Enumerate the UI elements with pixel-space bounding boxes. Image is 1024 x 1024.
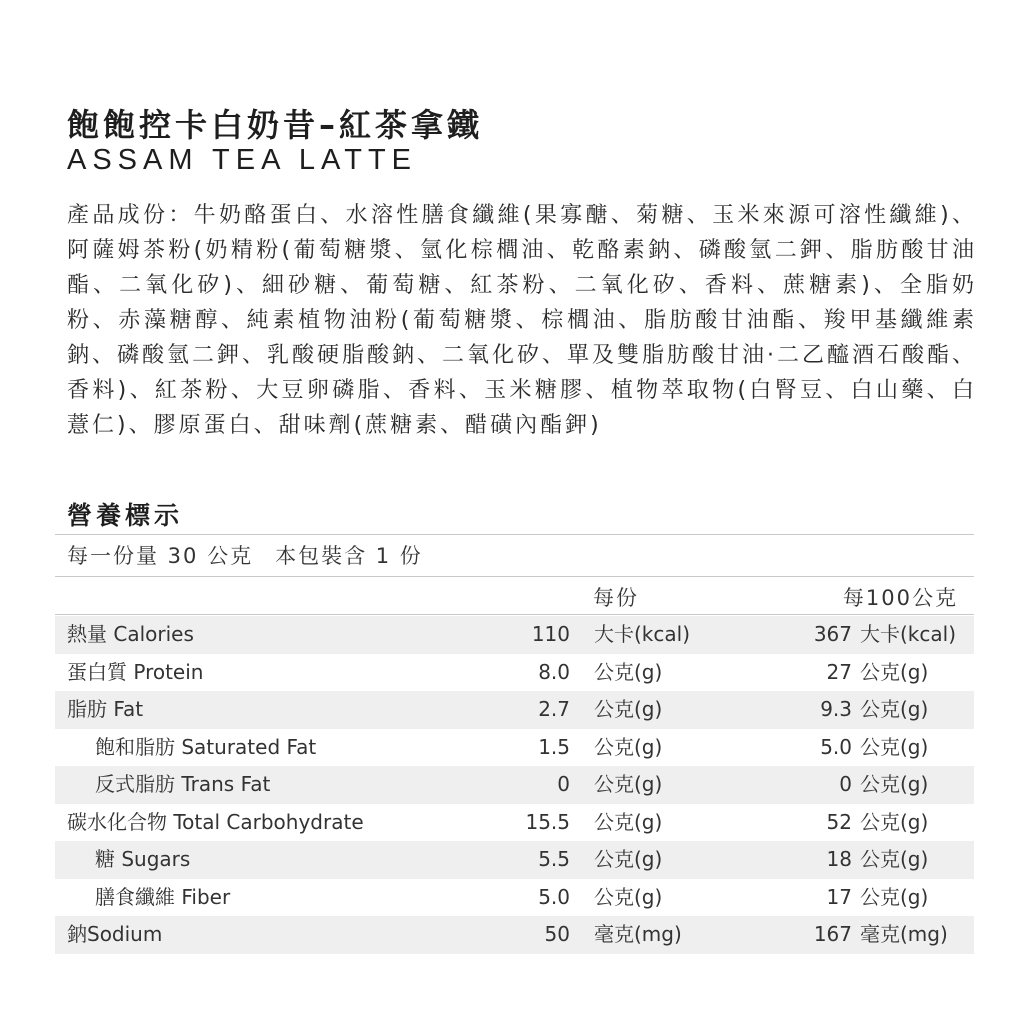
nutrient-name: 飽和脂肪 Saturated Fat bbox=[95, 734, 317, 759]
value-per-serving: 1.5 bbox=[538, 734, 570, 759]
unit-per-serving: 大卡(kcal) bbox=[594, 622, 690, 646]
nutrition-row bbox=[55, 729, 974, 767]
nutrition-table bbox=[55, 616, 974, 954]
nutrient-name: 脂肪 Fat bbox=[67, 697, 144, 721]
nutrient-name: 熱量 Calories bbox=[67, 622, 194, 646]
product-title-en: ASSAM TEA LATTE bbox=[67, 144, 418, 176]
value-per-serving: 50 bbox=[544, 922, 570, 946]
nutrition-row bbox=[55, 804, 974, 842]
unit-per-100g: 公克(g) bbox=[860, 697, 929, 721]
nutrition-row bbox=[55, 616, 974, 654]
value-per-serving: 2.7 bbox=[538, 697, 570, 721]
unit-per-serving: 公克(g) bbox=[594, 697, 663, 721]
value-per-100g: 0 bbox=[839, 772, 852, 796]
value-per-100g: 167 bbox=[813, 922, 852, 946]
header-per-serving: 每份 bbox=[593, 586, 639, 610]
value-per-serving: 110 bbox=[531, 622, 570, 646]
unit-per-serving: 公克(g) bbox=[594, 659, 663, 684]
nutrient-name: 蛋白質 Protein bbox=[67, 659, 204, 684]
nutrient-name: 鈉Sodium bbox=[67, 922, 163, 946]
unit-per-100g: 公克(g) bbox=[860, 734, 929, 759]
unit-per-100g: 公克(g) bbox=[860, 772, 929, 796]
divider-header bbox=[55, 614, 974, 615]
header-per-100g: 每100公克 bbox=[842, 586, 958, 610]
value-per-serving: 5.0 bbox=[538, 884, 570, 909]
unit-per-100g: 公克(g) bbox=[860, 847, 929, 871]
nutrition-row bbox=[55, 654, 974, 692]
unit-per-serving: 公克(g) bbox=[594, 734, 663, 759]
nutrient-name: 糖 Sugars bbox=[95, 847, 191, 871]
nutrition-title: 營養標示 bbox=[67, 501, 184, 530]
divider-top bbox=[55, 534, 974, 535]
unit-per-100g: 大卡(kcal) bbox=[860, 622, 956, 646]
nutrient-name: 膳食纖維 Fiber bbox=[95, 884, 231, 909]
nutrition-header-row bbox=[55, 578, 974, 614]
unit-per-serving: 公克(g) bbox=[594, 809, 663, 834]
unit-per-serving: 公克(g) bbox=[594, 772, 663, 796]
value-per-100g: 27 bbox=[826, 659, 852, 684]
unit-per-100g: 公克(g) bbox=[860, 659, 929, 684]
nutrition-row bbox=[55, 766, 974, 804]
nutrition-row bbox=[55, 691, 974, 729]
value-per-serving: 0 bbox=[557, 772, 570, 796]
value-per-100g: 17 bbox=[826, 884, 852, 909]
unit-per-serving: 毫克(mg) bbox=[594, 922, 682, 946]
ingredients-text: 產品成份：牛奶酪蛋白、水溶性膳食纖維(果寡醣、菊糖、玉米來源可溶性纖維)、阿薩姆茶粉(奶精粉(葡萄糖漿、氫化棕櫚油、乾酪素鈉、磷酸氫二鉀、脂肪酸甘油酯、二氧化矽)、細砂糖、葡萄糖、紅茶粉、二氧化矽、香料、蔗糖素)、全脂奶粉、赤藻糖醇、純素植物油粉(葡萄糖漿、棕櫚油、脂肪酸甘油酯、羧甲基纖維素鈉、磷酸氫二鉀、乳酸硬脂酸鈉、二氧化矽、單及雙脂肪酸甘油·二乙醯酒石酸酯、香料)、紅茶粉、大豆卵磷脂、香料、玉米糖膠、植物萃取物(白腎豆、白山藥、白薏仁)、膠原蛋白、甜味劑(蔗糖素、醋磺內酯鉀) bbox=[67, 203, 977, 438]
value-per-100g: 18 bbox=[826, 847, 852, 871]
unit-per-100g: 公克(g) bbox=[860, 809, 929, 834]
unit-per-100g: 毫克(mg) bbox=[860, 922, 948, 946]
serving-size: 每一份量 30 公克 bbox=[67, 544, 254, 568]
nutrient-name: 反式脂肪 Trans Fat bbox=[95, 772, 271, 796]
nutrition-row bbox=[55, 879, 974, 917]
unit-per-100g: 公克(g) bbox=[860, 884, 929, 909]
value-per-serving: 15.5 bbox=[525, 809, 570, 834]
value-per-100g: 5.0 bbox=[820, 734, 852, 759]
servings-per-pack: 本包裝含 1 份 bbox=[275, 544, 423, 568]
divider-serving bbox=[55, 576, 974, 577]
product-title-zh: 飽飽控卡白奶昔–紅茶拿鐵 bbox=[67, 106, 484, 144]
value-per-100g: 52 bbox=[826, 809, 852, 834]
value-per-serving: 8.0 bbox=[538, 659, 570, 684]
nutrition-row bbox=[55, 916, 974, 954]
nutrient-name: 碳水化合物 Total Carbohydrate bbox=[67, 809, 364, 834]
value-per-serving: 5.5 bbox=[538, 847, 570, 871]
value-per-100g: 367 bbox=[813, 622, 852, 646]
unit-per-serving: 公克(g) bbox=[594, 847, 663, 871]
serving-info bbox=[67, 540, 423, 570]
unit-per-serving: 公克(g) bbox=[594, 884, 663, 909]
nutrition-row bbox=[55, 841, 974, 879]
value-per-100g: 9.3 bbox=[820, 697, 852, 721]
